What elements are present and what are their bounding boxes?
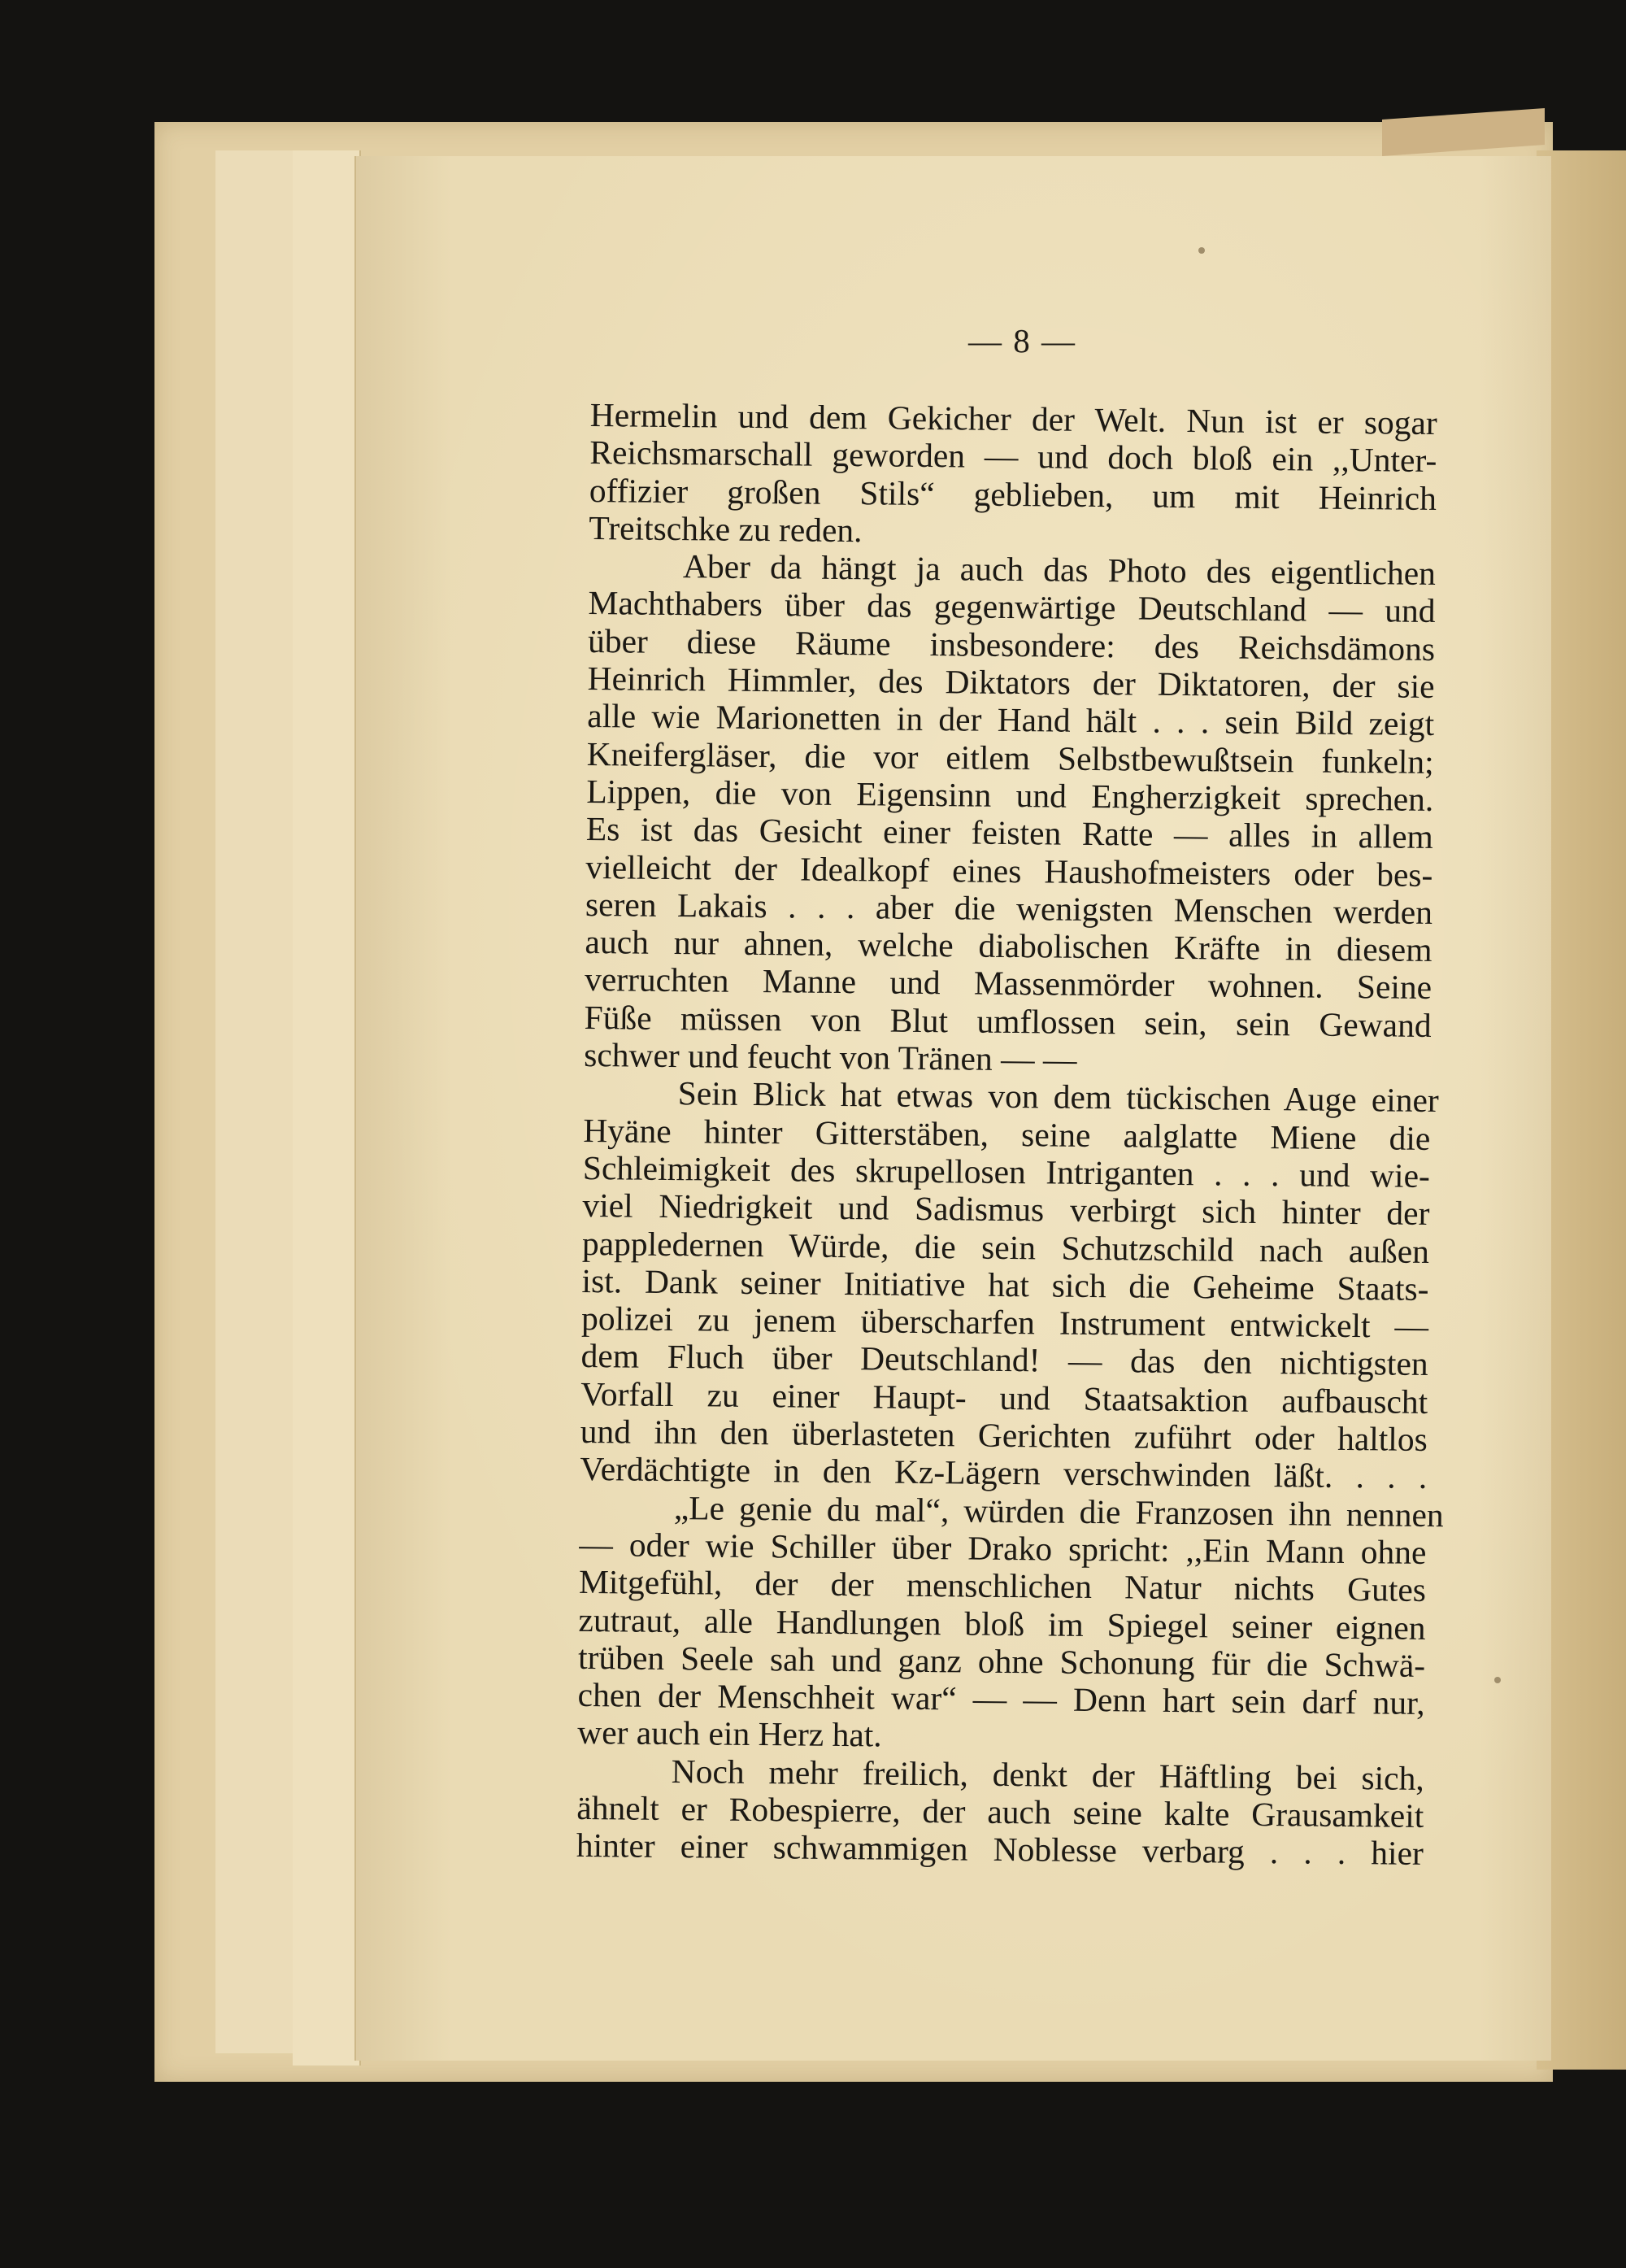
text-line: Es ist das Gesicht einer feisten Ratte — alles in allem: [585, 810, 1434, 856]
text-line: viel Niedrigkeit und Sadismus verbirgt sich hinter der: [582, 1186, 1430, 1233]
text-line: ist. Dank seiner Initiative hat sich die Geheime Staats-: [581, 1261, 1429, 1308]
paragraph: [584, 546, 1436, 1082]
paper-speck: [1198, 247, 1205, 254]
text-line: Hermelin und dem Gekicher der Welt. Nun ist er sogar: [589, 396, 1437, 442]
paper-speck: [1494, 1677, 1501, 1683]
text-line: Noch mehr freilich, denkt der Häftling bei sich,: [671, 1752, 1424, 1797]
text-line: chen der Menschheit war“ — — Denn hart sein darf nur,: [577, 1676, 1425, 1722]
text-line: seren Lakais . . . aber die wenigsten Menschen werden: [585, 885, 1433, 931]
text-line: wer auch ein Herz hat.: [577, 1713, 882, 1754]
text-line: „Le genie du mal“, würden die Franzosen ihn nennen: [673, 1488, 1444, 1534]
text-line: Verdächtigte in den Kz-Lägern verschwinden läßt. . . .: [580, 1450, 1428, 1496]
text-line: verruchten Manne und Massenmörder wohnen. Seine: [584, 960, 1433, 1007]
paragraph: [577, 1488, 1444, 1760]
text-line: dem Fluch über Deutschland! — das den nichtigsten: [580, 1337, 1428, 1383]
paragraph: [589, 396, 1437, 555]
text-line: Machthabers über das gegenwärtige Deutschland — und: [588, 584, 1436, 630]
text-line: Reichsmarschall geworden — und doch bloß ein ,,Unter-: [589, 433, 1437, 480]
text-line: polizei zu jenem überscharfen Instrument entwickelt —: [580, 1299, 1429, 1346]
text-line: Sein Blick hat etwas von dem tückischen Auge einer: [677, 1074, 1439, 1120]
text-line: vielleicht der Idealkopf eines Haushofmeisters oder bes-: [585, 847, 1433, 894]
body-text: [576, 396, 1444, 1873]
text-line: Mitgefühl, der der menschlichen Natur nichts Gutes: [578, 1563, 1427, 1609]
endpaper-flap: [215, 150, 298, 2053]
text-line: und ihn den überlasteten Gerichten zuführt oder haltlos: [580, 1412, 1428, 1458]
paragraph: [580, 1073, 1439, 1496]
text-line: schwer und feucht von Tränen — —: [584, 1036, 1077, 1078]
page-number: — 8 —: [968, 322, 1076, 359]
text-line: Füße müssen von Blut umflossen sein, sein Gewand: [584, 998, 1432, 1044]
text-line: pappledernen Würde, die sein Schutzschild nach außen: [581, 1224, 1430, 1270]
text-line: über diese Räume insbesondere: des Reichsdämons: [587, 621, 1436, 668]
text-line: Schleimigkeit des skrupellosen Intriganten . . . und wie-: [582, 1148, 1431, 1195]
text-line: ähnelt er Robespierre, der auch seine kalte Grausamkeit: [576, 1788, 1424, 1835]
text-line: offizier großen Stils“ geblieben, um mit Heinrich: [589, 471, 1437, 517]
text-line: zutraut, alle Handlungen bloß im Spiegel seiner eignen: [578, 1600, 1426, 1647]
text-line: alle wie Marionetten in der Hand hält . . . sein Bild zeigt: [587, 697, 1435, 743]
text-line: hinter einer schwammigen Noblesse verbarg . . . hier: [576, 1826, 1424, 1873]
text-line: Aber da hängt ja auch das Photo des eigentlichen: [682, 547, 1437, 593]
text-line: Vorfall zu einer Haupt- und Staatsaktion aufbauscht: [580, 1374, 1428, 1421]
text-line: Treitschke zu reden.: [589, 508, 863, 550]
text-line: trüben Seele sah und ganz ohne Schonung für die Schwä-: [577, 1638, 1426, 1684]
text-line: Hyäne hinter Gitterstäben, seine aalglatte Miene die: [583, 1111, 1431, 1157]
text-line: — oder wie Schiller über Drako spricht: ,,Ein Mann ohne: [579, 1525, 1427, 1571]
text-line: Heinrich Himmler, des Diktators der Diktatoren, der sie: [587, 660, 1435, 706]
text-line: Kneifergläser, die vor eitlem Selbstbewußtsein funkeln;: [586, 734, 1434, 781]
paragraph: [576, 1752, 1424, 1873]
text-line: Lippen, die von Eigensinn und Engherzigkeit sprechen.: [586, 772, 1434, 818]
text-line: auch nur ahnen, welche diabolischen Kräfte in diesem: [585, 923, 1433, 969]
